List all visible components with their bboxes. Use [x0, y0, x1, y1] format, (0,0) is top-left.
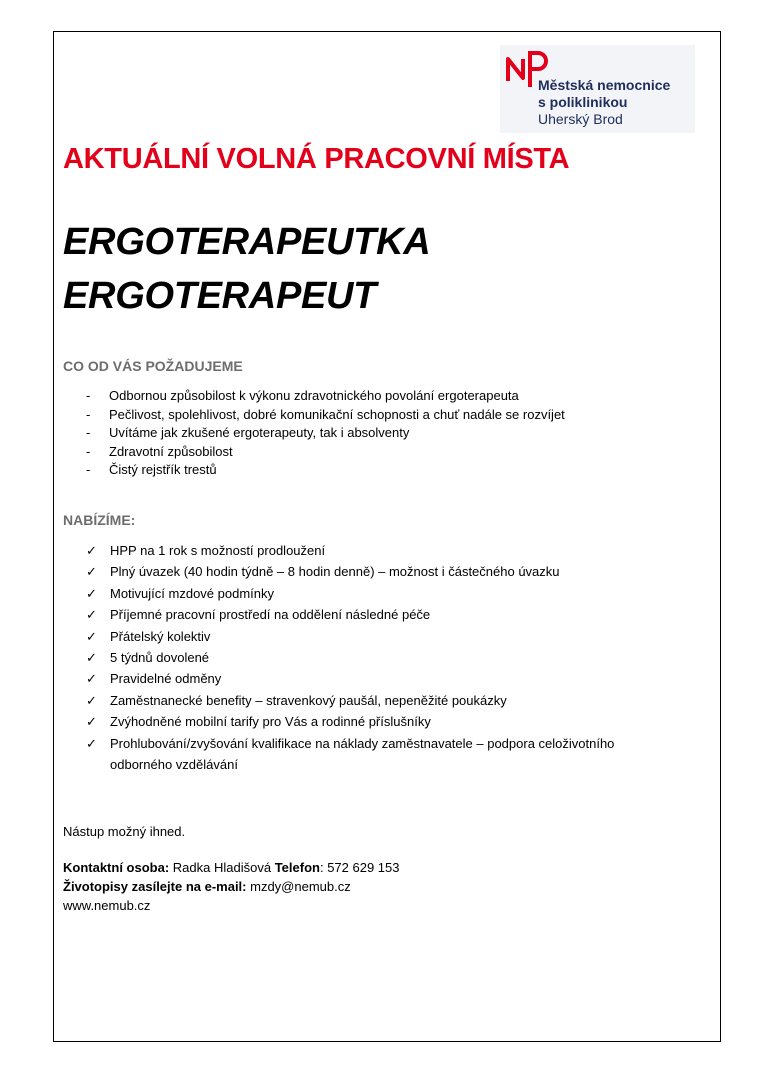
- headline: AKTUÁLNÍ VOLNÁ PRACOVNÍ MÍSTA: [63, 143, 570, 175]
- job-title-female: ERGOTERAPEUTKA: [63, 221, 431, 263]
- checkmark-icon: ✓: [86, 692, 97, 708]
- offer-text: Pravidelné odměny: [110, 671, 222, 687]
- requirement-text: Zdravotní způsobilost: [109, 443, 233, 459]
- offer-text: Motivující mzdové podmínky: [110, 585, 275, 601]
- checkmark-icon: ✓: [86, 585, 97, 601]
- list-item: [86, 461, 565, 480]
- list-item: [86, 711, 670, 732]
- list-item: [86, 690, 670, 711]
- dash-bullet: -: [86, 443, 91, 459]
- list-item: [86, 583, 670, 604]
- requirement-text: Pečlivost, spolehlivost, dobré komunikační schopnosti a chuť nadále se rozvíjet: [109, 406, 565, 422]
- hospital-logo: [500, 45, 695, 133]
- offer-text: Zvýhodněné mobilní tarify pro Vás a rodinné příslušníky: [110, 714, 431, 730]
- offer-text: Plný úvazek (40 hodin týdně – 8 hodin denně) – možnost i částečného úvazku: [110, 564, 560, 580]
- requirements-title: CO OD VÁS POŽADUJEME: [63, 358, 243, 374]
- offer-title: NABÍZÍME:: [63, 512, 136, 528]
- checkmark-icon: ✓: [86, 650, 97, 666]
- dash-bullet: -: [86, 462, 91, 478]
- offer-list: [86, 540, 670, 775]
- dash-bullet: -: [86, 388, 91, 403]
- checkmark-icon: ✓: [86, 671, 97, 687]
- offer-text: Příjemné pracovní prostředí na oddělení následné péče: [110, 607, 431, 623]
- checkmark-icon: ✓: [86, 564, 97, 580]
- list-item: [86, 406, 565, 425]
- website-link[interactable]: www.nemub.cz: [63, 898, 151, 913]
- contact-block: [63, 858, 400, 915]
- list-item: [86, 540, 670, 561]
- checkmark-icon: ✓: [86, 628, 97, 644]
- list-item: [86, 604, 670, 625]
- checkmark-icon: ✓: [86, 607, 97, 623]
- contact-person-label: Kontaktní osoba:: [63, 860, 170, 875]
- list-item: [86, 561, 670, 582]
- list-item: [86, 668, 670, 689]
- offer-text: 5 týdnů dovolené: [110, 650, 210, 666]
- list-item: [86, 424, 565, 443]
- start-note: Nástup možný ihned.: [63, 824, 186, 839]
- requirement-text: Čistý rejstřík trestů: [109, 462, 217, 478]
- logo-line-3: Uherský Brod: [538, 111, 623, 127]
- checkmark-icon: ✓: [86, 735, 97, 751]
- list-item: [86, 443, 565, 462]
- dash-bullet: -: [86, 406, 91, 422]
- phone-label: Telefon: [274, 860, 320, 875]
- list-item: [86, 387, 565, 406]
- cv-line: [63, 877, 400, 896]
- job-title-male: ERGOTERAPEUT: [63, 275, 377, 317]
- list-item: [86, 647, 670, 668]
- logo-line-2: s poliklinikou: [538, 94, 628, 110]
- dash-bullet: -: [86, 425, 91, 441]
- logo-line-1: Městská nemocnice: [538, 77, 671, 93]
- requirement-text: Odbornou způsobilost k výkonu zdravotnického povolání ergoterapeuta: [109, 388, 519, 403]
- requirements-list: [86, 387, 565, 480]
- phone-number: : 572 629 153: [319, 860, 400, 875]
- checkmark-icon: ✓: [86, 714, 97, 730]
- checkmark-icon: ✓: [86, 543, 97, 558]
- offer-text: Přátelský kolektiv: [110, 628, 211, 644]
- list-item: [86, 733, 670, 776]
- requirement-text: Uvítáme jak zkušené ergoterapeuty, tak i absolventy: [109, 425, 410, 441]
- offer-text: HPP na 1 rok s možností prodloužení: [110, 543, 326, 558]
- email-link[interactable]: mzdy@nemub.cz: [250, 879, 351, 894]
- offer-text: Prohlubování/zvyšování kvalifikace na náklady zaměstnavatele – podpora celoživotního odborného vzdělávání: [110, 735, 615, 773]
- offer-text: Zaměstnanecké benefity – stravenkový paušál, nepeněžité poukázky: [110, 692, 507, 708]
- contact-person-name: Radka Hladišová: [172, 860, 272, 875]
- list-item: [86, 626, 670, 647]
- contact-line: [63, 858, 400, 877]
- cv-label: Životopisy zasílejte na e-mail:: [63, 879, 247, 894]
